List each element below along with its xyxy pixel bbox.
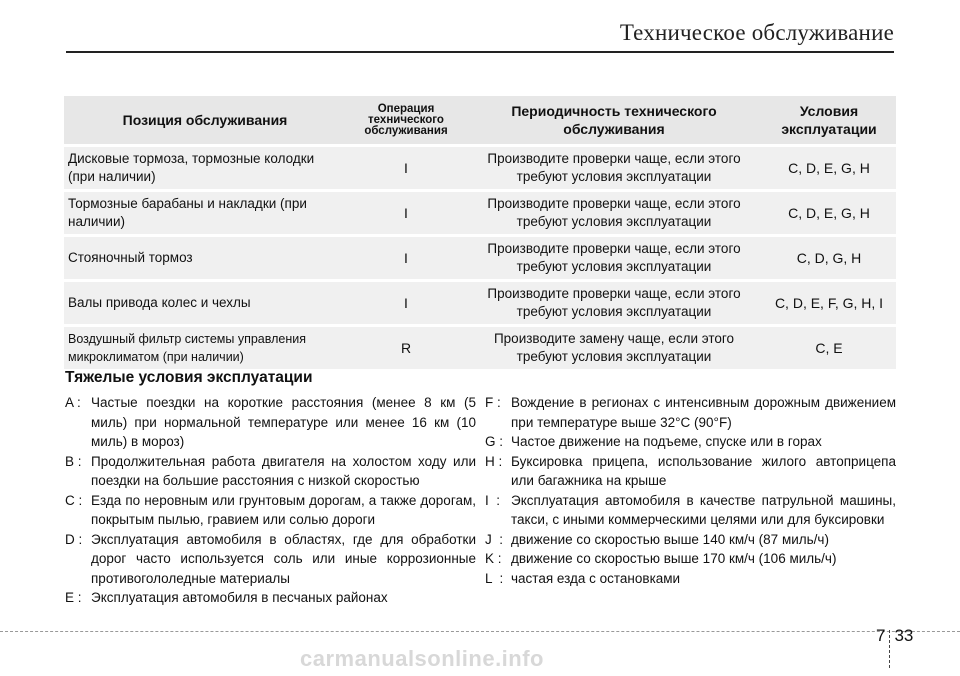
condition-item [65, 452, 476, 491]
condition-item [65, 588, 476, 608]
condition-item [485, 432, 896, 452]
condition-item [65, 393, 476, 452]
table-row [64, 237, 896, 279]
row-conditions: C, D, E, G, H [762, 147, 896, 189]
row-periodicity: Производите замену чаще, если этого требуют условия эксплуатации [466, 327, 762, 369]
row-item: Валы привода колес и чехлы [64, 282, 346, 324]
header-conditions: Условия эксплуатации [762, 96, 896, 144]
table-header-row [64, 96, 896, 144]
row-operation: R [346, 327, 466, 369]
condition-code: A : [65, 395, 81, 410]
table-row [64, 192, 896, 234]
condition-item [65, 491, 476, 530]
condition-code: C : [65, 492, 83, 508]
page-header-title: Техническое обслуживание [619, 20, 894, 45]
table-row [64, 327, 896, 369]
row-operation: I [346, 147, 466, 189]
condition-text: Вождение в регионах с интенсивным дорожным движением при температуре выше 32°C (90°F) [511, 395, 896, 430]
footer-divider [0, 631, 960, 632]
condition-item [65, 530, 476, 589]
row-conditions: C, D, G, H [762, 237, 896, 279]
watermark: carmanualsonline.info [300, 646, 544, 671]
header-periodicity: Периодичность технического обслуживания [466, 96, 762, 144]
table-row [64, 282, 896, 324]
condition-code: E : [65, 590, 82, 605]
condition-text: Эксплуатация автомобиля в песчаных районах [91, 590, 388, 605]
row-periodicity: Производите проверки чаще, если этого требуют условия эксплуатации [466, 237, 762, 279]
condition-text: Частые поездки на короткие расстояния (менее 8 км (5 миль) при нормальной температуре или менее 16 км (10 миль) в мороз) [91, 395, 476, 449]
condition-item [485, 452, 896, 491]
conditions-list-left [65, 393, 476, 608]
condition-item [485, 569, 896, 589]
condition-code: I : [485, 492, 501, 508]
condition-text: Продолжительная работа двигателя на холостом ходу или поездки на большие расстояния с низкой скоростью [91, 453, 476, 488]
row-operation: I [346, 282, 466, 324]
page-number-value: 33 [894, 626, 914, 645]
chapter-number: 7 [876, 626, 886, 645]
page-number [876, 626, 913, 668]
row-conditions: C, E [762, 327, 896, 369]
condition-item [485, 393, 896, 432]
row-item: Дисковые тормоза, тормозные колодки (при наличии) [64, 147, 346, 189]
row-conditions: C, D, E, F, G, H, I [762, 282, 896, 324]
header-item: Позиция обслуживания [64, 96, 346, 144]
row-operation: I [346, 237, 466, 279]
condition-text: движение со скоростью выше 170 км/ч (106 миль/ч) [511, 551, 837, 566]
page-number-separator [889, 630, 890, 668]
row-item: Воздушный фильтр системы управления микроклиматом (при наличии) [64, 327, 346, 369]
row-operation: I [346, 192, 466, 234]
condition-code: J : [485, 531, 504, 547]
condition-code: B : [65, 453, 82, 469]
condition-code: H : [485, 453, 503, 469]
condition-item [485, 549, 896, 569]
header-divider [66, 51, 894, 53]
condition-code: D : [65, 531, 83, 547]
row-periodicity: Производите проверки чаще, если этого требуют условия эксплуатации [466, 282, 762, 324]
conditions-section-title: Тяжелые условия эксплуатации [65, 369, 313, 386]
condition-text: Частое движение на подъеме, спуске или в горах [511, 434, 822, 449]
condition-code: G : [485, 434, 504, 449]
row-periodicity: Производите проверки чаще, если этого требуют условия эксплуатации [466, 147, 762, 189]
condition-text: Езда по неровным или грунтовым дорогам, а также дорогам, покрытым пылью, гравием или солью дороги [91, 492, 476, 527]
row-item: Стояночный тормоз [64, 237, 346, 279]
condition-item [485, 530, 896, 550]
row-conditions: C, D, E, G, H [762, 192, 896, 234]
conditions-list-right [485, 393, 896, 588]
condition-code: F : [485, 395, 501, 410]
condition-item [485, 491, 896, 530]
row-periodicity: Производите проверки чаще, если этого требуют условия эксплуатации [466, 192, 762, 234]
condition-code: K : [485, 551, 502, 566]
row-item: Тормозные барабаны и накладки (при наличии) [64, 192, 346, 234]
maintenance-table [64, 93, 896, 372]
header-operation: Операция технического обслуживания [346, 96, 466, 144]
condition-text: Эксплуатация автомобиля в областях, где для обработки дорог часто используется соль или иные коррозионные противогололедные материалы [91, 531, 476, 586]
condition-code: L : [485, 570, 504, 586]
condition-text: частая езда с остановками [511, 570, 681, 586]
condition-text: Буксировка прицепа, использование жилого автоприцепа или багажника на крыше [511, 453, 896, 488]
condition-text: Эксплуатация автомобиля в качестве патрульной машины, такси, с иными коммерческими целями или для буксировки [511, 492, 896, 527]
condition-text: движение со скоростью выше 140 км/ч (87 миль/ч) [511, 531, 829, 547]
table-row [64, 147, 896, 189]
